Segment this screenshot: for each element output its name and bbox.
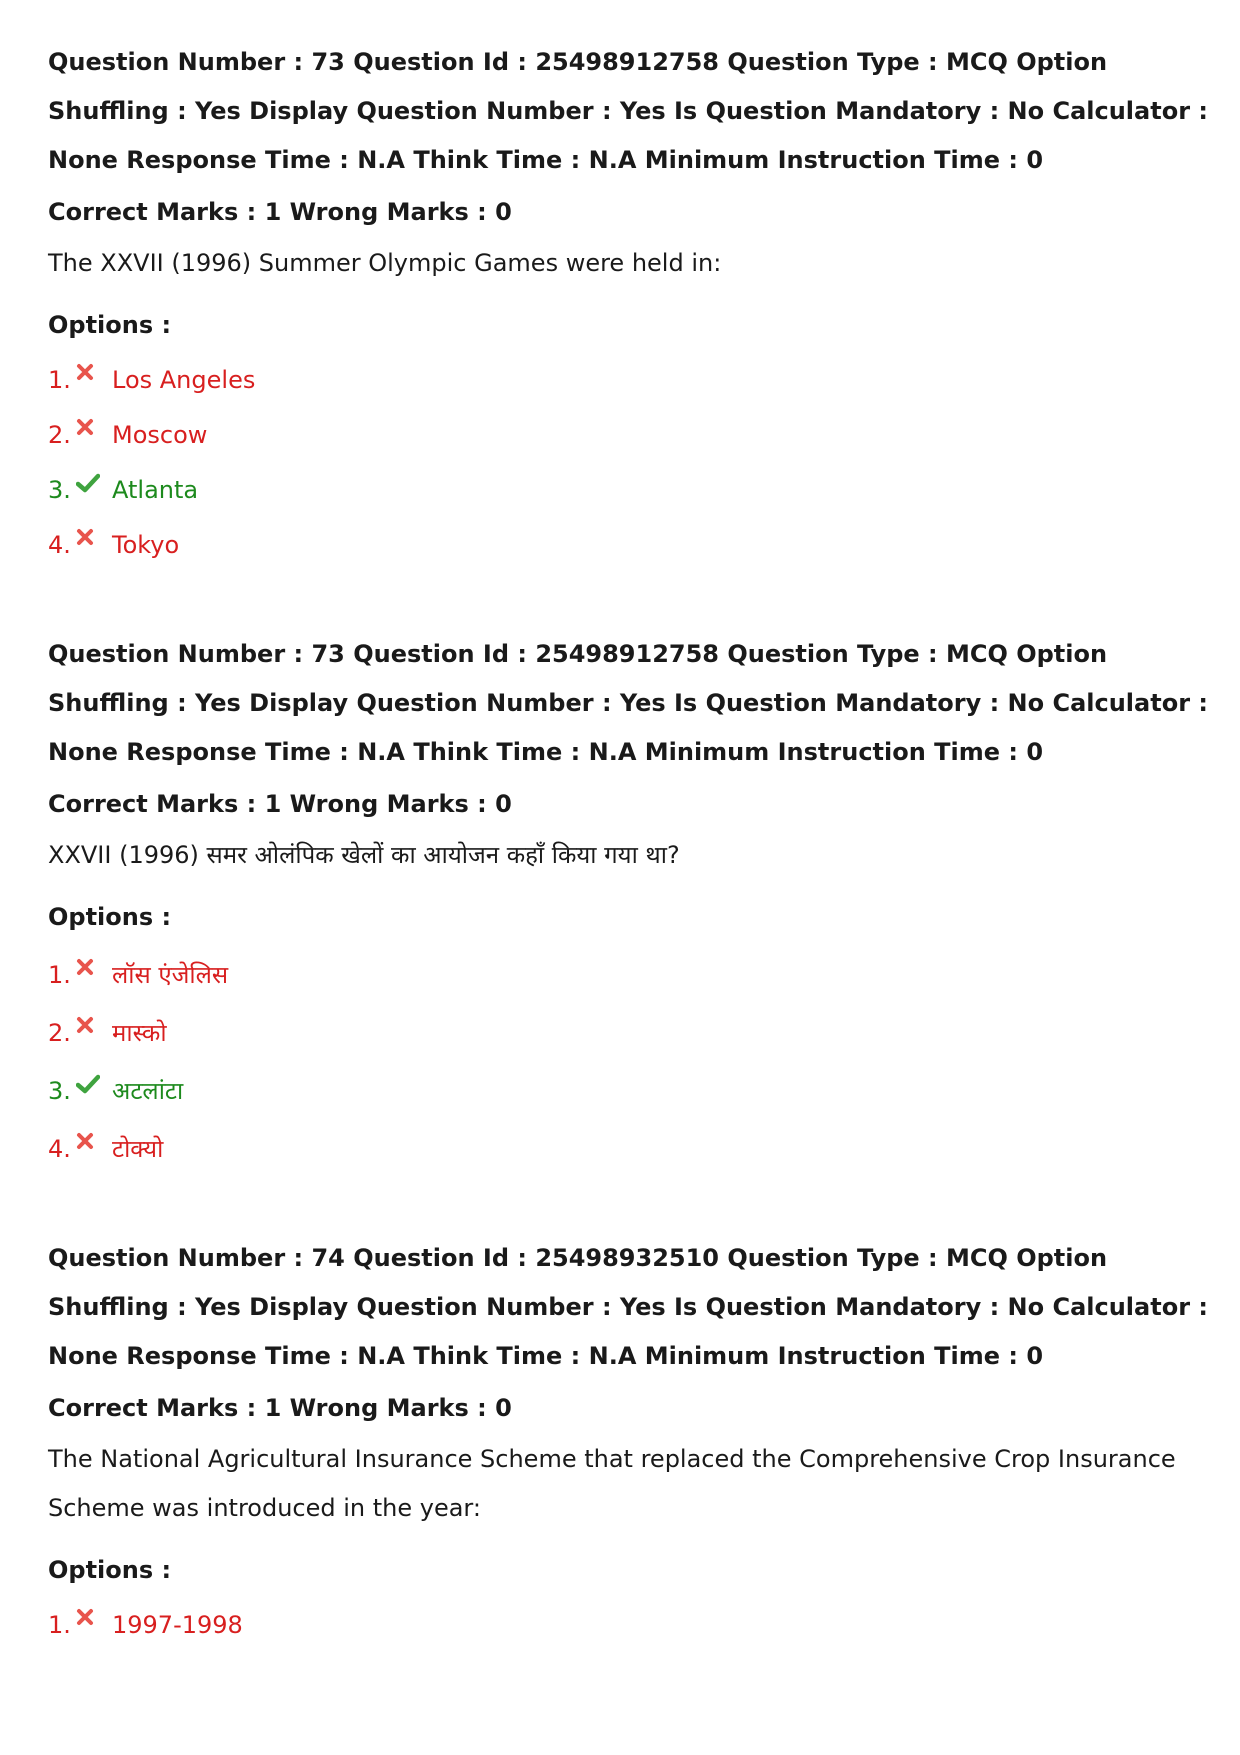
option-label: लॉस एंजेलिस (112, 961, 229, 989)
question-meta: Question Number : 74 Question Id : 25498932510 Question Type : MCQ Option Shuffling : Yes Display Question Number : Yes Is Question Mandatory : No Calculator : None Response Time : N.A Think Time : N.A Minimum Instruction Time : 0 (48, 1244, 1208, 1370)
question-text: The XXVII (1996) Summer Olympic Games were held in: (48, 249, 722, 277)
option-number: 2. (48, 1019, 71, 1047)
question-block (48, 630, 1208, 1164)
option-number: 3. (48, 1077, 71, 1105)
option-label: मास्को (112, 1019, 167, 1047)
check-icon (76, 1074, 98, 1096)
question-meta: Question Number : 73 Question Id : 25498912758 Question Type : MCQ Option Shuffling : Yes Display Question Number : Yes Is Question Mandatory : No Calculator : None Response Time : N.A Think Time : N.A Minimum Instruction Time : 0 (48, 48, 1208, 174)
option-number: 3. (48, 476, 71, 504)
option-item (48, 365, 1208, 395)
option-number: 2. (48, 421, 71, 449)
option-item (48, 1018, 1208, 1048)
options-label: Options : (48, 903, 172, 931)
option-item (48, 1610, 1208, 1640)
option-item (48, 475, 1208, 505)
question-block (48, 38, 1208, 560)
options-list (48, 365, 1208, 560)
cross-icon (76, 1608, 98, 1630)
option-item (48, 960, 1208, 990)
question-marks: Correct Marks : 1 Wrong Marks : 0 (48, 198, 512, 226)
option-label: 1997-1998 (112, 1611, 243, 1639)
option-item (48, 1076, 1208, 1106)
check-icon (76, 473, 98, 495)
question-text: XXVII (1996) समर ओलंपिक खेलों का आयोजन कहाँ किया गया था? (48, 841, 680, 869)
option-number: 4. (48, 1135, 71, 1163)
question-text: The National Agricultural Insurance Scheme that replaced the Comprehensive Crop Insurance Scheme was introduced in the year: (48, 1445, 1176, 1522)
question-marks: Correct Marks : 1 Wrong Marks : 0 (48, 1394, 512, 1422)
option-item (48, 420, 1208, 450)
option-label: Tokyo (112, 531, 180, 559)
cross-icon (76, 418, 98, 440)
options-list (48, 960, 1208, 1164)
option-label: Moscow (112, 421, 208, 449)
option-label: Los Angeles (112, 366, 256, 394)
cross-icon (76, 958, 98, 980)
option-label: टोक्यो (112, 1135, 164, 1163)
question-marks: Correct Marks : 1 Wrong Marks : 0 (48, 790, 512, 818)
option-item (48, 1134, 1208, 1164)
document-page (48, 38, 1208, 1710)
question-meta: Question Number : 73 Question Id : 25498912758 Question Type : MCQ Option Shuffling : Yes Display Question Number : Yes Is Question Mandatory : No Calculator : None Response Time : N.A Think Time : N.A Minimum Instruction Time : 0 (48, 640, 1208, 766)
option-label: अटलांटा (112, 1077, 184, 1105)
option-number: 4. (48, 531, 71, 559)
option-label: Atlanta (112, 476, 199, 504)
cross-icon (76, 528, 98, 550)
option-number: 1. (48, 366, 71, 394)
question-block (48, 1234, 1208, 1640)
cross-icon (76, 1132, 98, 1154)
options-label: Options : (48, 1556, 172, 1584)
option-number: 1. (48, 961, 71, 989)
cross-icon (76, 1016, 98, 1038)
option-number: 1. (48, 1611, 71, 1639)
options-list (48, 1610, 1208, 1640)
option-item (48, 530, 1208, 560)
options-label: Options : (48, 311, 172, 339)
cross-icon (76, 363, 98, 385)
